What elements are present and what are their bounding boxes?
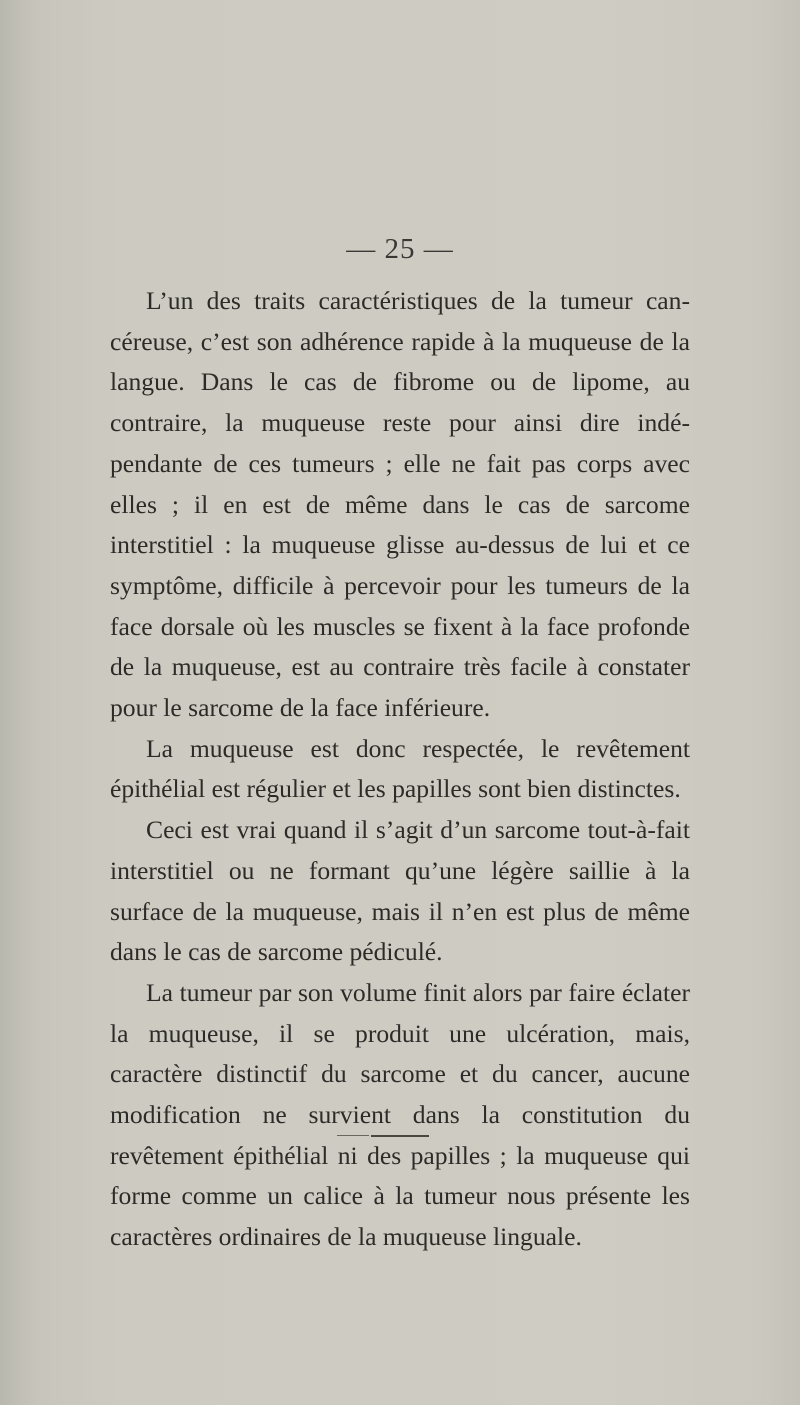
paragraph-2: La muqueuse est donc respectée, le revêtement épithélial est régulier et les papilles sont bien distinctes. — [110, 733, 690, 804]
paragraph-4: La tumeur par son volume finit alors par faire éclater la muqueuse, il se produit une ulcération, mais, caractère distinctif du sarcome et du cancer, aucune modification ne survient dans la constitution du revêtement épithélial ni des papilles ; la muqueuse qui forme comme un calice à la tumeur nous présente les caractères ordinaires de la muqueuse linguale. — [110, 977, 690, 1252]
page-number: — 25 — — [346, 233, 454, 265]
end-rule-tail — [337, 1135, 369, 1136]
paragraph-1: L’un des traits caractéristiques de la tumeur cancéreuse, c’est son adhérence rapide à la muqueuse de la langue. Dans le cas de fibrome ou de lipome, au contraire, la muqueuse reste pour ainsi dire indépendante de ces tumeurs ; elle ne fait pas corps avec elles ; il en est de même dans le cas de sarcome interstitiel : la muqueuse glisse au-dessus de lui et ce symptôme, difficile à percevoir pour les tumeurs de la face dorsale où les muscles se fixent à la face profonde de la muqueuse, est au contraire très facile à constater pour le sarcome de la face inférieure. — [110, 286, 690, 723]
end-rule — [371, 1135, 429, 1137]
page-body — [110, 281, 690, 1258]
paragraph-3: Ceci est vrai quand il s’agit d’un sarcome tout-à-fait interstitiel ou ne formant qu’une légère saillie à la surface de la muqueuse, mais il n’en est plus de même dans le cas de sarcome pédiculé. — [110, 815, 690, 967]
